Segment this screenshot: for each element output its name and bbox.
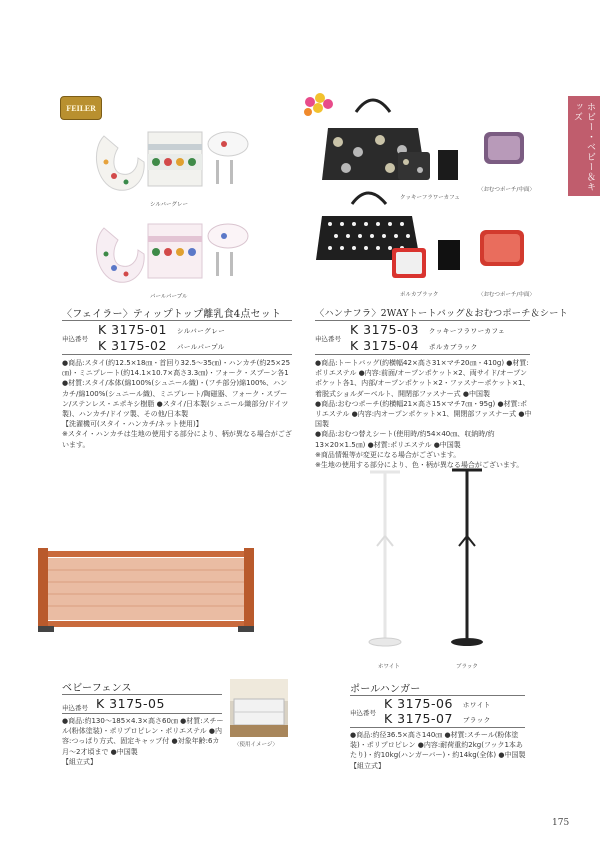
caption-black: ブラック [456,664,478,670]
page-number: 175 [552,818,570,828]
title-divider [62,694,222,695]
baby-fence-photo [38,548,260,640]
caption-pouch-inside-bottom: 〈おむつポーチ/中面〉 [478,292,535,298]
code-divider [315,354,530,355]
caption-silver-grey: シルバーグレー [150,202,188,208]
order-number-label: 申込番号 [315,335,341,343]
order-number-label: 申込番号 [62,704,88,712]
product-title: ポールハンガー [350,684,421,695]
order-code-row: K 3175-04 ポルカブラック [350,338,478,353]
product-description: ●商品:約130～185×4.3×高さ60㎝ ●材質:スチール(粉体塗装)・ポリプロピレン・ポリエステル ●内容:つっぱり方式、固定キャップ付 ●対象年齢:6カ月～2才頃まで ●中国製 【組立式】 [62,717,224,766]
pole-hanger-photo [360,466,510,658]
feiler-product-photo [90,118,260,298]
hannahfura-logo [304,93,333,116]
caption-pouch-inside-top: 〈おむつポーチ/中面〉 [478,187,535,193]
caption-pearl-purple: パールパープル [150,294,188,300]
order-number-label: 申込番号 [350,709,376,717]
order-code-row: K 3175-03 クッキーフラワーカフェ [350,322,506,337]
product-title: 〈ハンナフラ〉2WAYトートバッグ＆おむつポーチ＆シート [315,308,569,319]
product-title: ベビーフェンス [62,683,132,694]
order-code-row: K 3175-06 ホワイト [384,696,491,711]
product-description: ●商品:約径36.5×高さ140㎝ ●材質:スチール(粉体塗装)・ポリプロピレン ●内容:耐荷重約2kg(フック1本あたり)・約10kg(ハンガーバー)・約14kg(全体) ●中国製 【組立式】 [350,731,526,770]
fence-usage-photo [230,679,288,737]
order-code-row: K 3175-02 パールパープル [98,338,225,353]
order-code-row: K 3175-07 ブラック [384,711,491,726]
product-title: 〈フェイラー〉ティップトップ離乳食4点セット [62,309,282,320]
code-divider [62,713,222,714]
caption-white: ホワイト [378,664,400,670]
code-divider [62,354,292,355]
product-description: ●商品:トートバッグ(約横幅42×高さ31×マチ20㎝・410g) ●材質:ポリエステル ●内容:前面/オープンポケット×2、両サイド/オープンポケット各1、内部/オープンポケット×2・ファスナーポケット×1、着脱式ショルダーベルト、開閉部ファスナー式 ●中国製 ●商品:おむつポーチ(約横幅21×高さ15×マチ7㎝・95g) ●材質:ポリエステル ●内容:内オープンポケット×1、開閉部ファスナー式 ●中国製 ●商品:おむつ替えシート(使用時/約54×40㎝、収納時/約13×20×1.5㎝) ●材質:ポリエステル ●中国製 ※商品情報等が変更になる場合がございます。 ※生地の使用する部分により、色・柄が異なる場合がございます。 [315,359,532,470]
order-code-row: K 3175-01 シルバーグレー [98,322,226,337]
category-tab: ホビー・ベビー＆キッズ [568,96,600,196]
caption-usage-image: 〈使用イメージ〉 [234,742,278,748]
caption-cookie-flower-cafe: クッキーフラワーカフェ [400,195,460,201]
code-divider [350,727,525,728]
title-divider [315,320,530,321]
title-divider [62,320,292,321]
feiler-logo: FEILER [60,96,102,120]
order-number-label: 申込番号 [62,335,88,343]
order-code-row: K 3175-05 [96,696,165,711]
caption-polka-black: ポルカブラック [400,292,439,298]
product-description: ●商品:スタイ(約12.5×18㎝・首回り32.5～35㎝)・ハンカチ(約25×25㎝)・ミニプレート(約14.1×10.7×高さ3.3㎝)・フォーク・スプーン各1 ●材質:スタイ/本体(綿100%(シュニール織)・(フチ部分)綿100%、ハンカチ/綿100%(シュニール織)、ミニプレート/陶磁器、フォーク・スプーン/ステンレス・エポキシ樹脂 ●スタイ/日本製(シュニール織部分/ドイツ製)、ハンカチ/ドイツ製、その他/日本製 【洗濯機可(スタイ・ハンカチ/ネット使用)】 ※スタイ・ハンカチは生地の使用する部分により、柄が異なる場合がございます。 [62,359,292,449]
